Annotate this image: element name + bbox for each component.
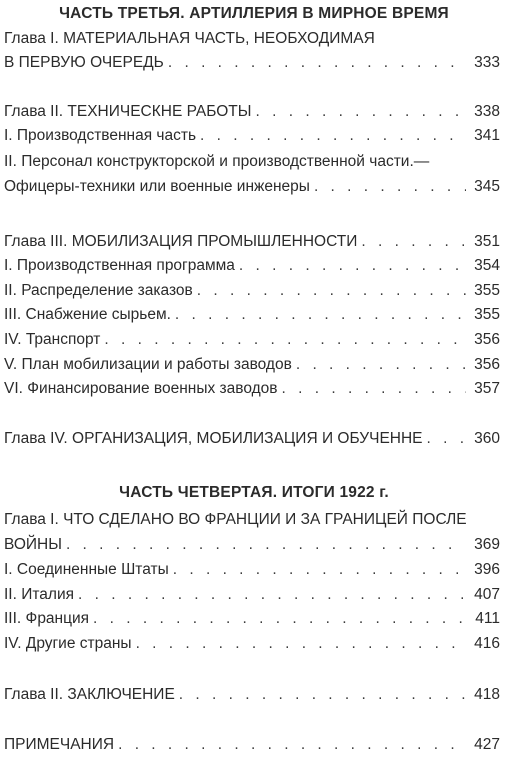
toc-entry (4, 279, 500, 303)
toc-entry (4, 100, 500, 124)
leader-dots (66, 533, 466, 557)
toc-page-number: 356 (474, 331, 500, 348)
leader-dots (173, 558, 466, 582)
leader-dots (239, 254, 466, 278)
toc-page-number: 345 (474, 178, 500, 195)
toc-entry-title: ВОЙНЫ (4, 536, 62, 553)
toc-entry (4, 353, 500, 377)
leader-dots (175, 303, 466, 327)
toc-entry-title: II. Распределение заказов (4, 282, 193, 299)
toc-entry-line1: Глава I. ЧТО СДЕЛАНО ВО ФРАНЦИИ И ЗА ГРАНИЦЕЙ ПОСЛЕ (4, 511, 467, 528)
toc-entry-title: Офицеры-техники или военные инженеры (4, 178, 310, 195)
toc-entry (4, 733, 500, 757)
toc-page-number: 369 (474, 536, 500, 553)
leader-dots (136, 632, 466, 656)
toc-page-number: 416 (474, 635, 500, 652)
leader-dots (93, 607, 466, 631)
leader-dots (256, 100, 467, 124)
toc-entry-title: Глава II. ТЕХНИЧЕСКНЕ РАБОТЫ (4, 103, 252, 120)
toc-page-number: 354 (474, 257, 500, 274)
toc-page-number: 355 (474, 306, 500, 323)
toc-entry-title: I. Соединенные Штаты (4, 561, 169, 578)
toc-entry (4, 230, 500, 254)
toc-entry-line1: Глава I. МАТЕРИАЛЬНАЯ ЧАСТЬ, НЕОБХОДИМАЯ (4, 30, 375, 47)
leader-dots (427, 427, 466, 451)
leader-dots (200, 124, 466, 148)
toc-page-number: 357 (474, 380, 500, 397)
toc-entry (4, 328, 500, 352)
part-four-title: ЧАСТЬ ЧЕТВЕРТАЯ. ИТОГИ 1922 г. (119, 484, 389, 501)
toc-entry-title: II. Италия (4, 586, 75, 603)
leader-dots (314, 175, 466, 199)
toc-entry-title: Глава II. ЗАКЛЮЧЕНИЕ (4, 686, 175, 703)
leader-dots (78, 583, 466, 607)
toc-entry (4, 558, 500, 582)
toc-page-number: 338 (474, 103, 500, 120)
leader-dots (179, 683, 466, 707)
toc-entry (4, 124, 500, 148)
toc-entry-title: I. Производственная программа (4, 257, 235, 274)
toc-page-number: 356 (474, 356, 500, 373)
toc-page-number: 411 (475, 610, 500, 627)
toc-page-number: 355 (474, 282, 500, 299)
toc-page-number: 396 (474, 561, 500, 578)
toc-entry (4, 427, 500, 451)
toc-entry-line1: II. Персонал конструкторской и производственной части.— (4, 153, 430, 170)
leader-dots (296, 353, 466, 377)
toc-entry (4, 175, 500, 199)
part-three-title: ЧАСТЬ ТРЕТЬЯ. АРТИЛЛЕРИЯ В МИРНОЕ ВРЕМЯ (59, 5, 449, 22)
toc-entry (4, 583, 500, 607)
leader-dots (197, 279, 466, 303)
toc-entry-title: IV. Другие страны (4, 635, 132, 652)
toc-entry-title: IV. Транспорт (4, 331, 101, 348)
toc-entry-title: III. Франция (4, 610, 90, 627)
leader-dots (104, 328, 466, 352)
toc-entry (4, 632, 500, 656)
toc-entry-title: V. План мобилизации и работы заводов (4, 356, 292, 373)
toc-entry-title: В ПЕРВУЮ ОЧЕРЕДЬ (4, 54, 164, 71)
leader-dots (282, 377, 467, 401)
toc-entry-title: ПРИМЕЧАНИЯ (4, 736, 115, 753)
toc-page-number: 418 (474, 686, 500, 703)
toc-page-number: 341 (474, 127, 500, 144)
toc-entry (4, 377, 500, 401)
toc-page-number: 333 (474, 54, 500, 71)
toc-page-number: 427 (474, 736, 500, 753)
toc-entry (4, 254, 500, 278)
toc-page-number: 351 (474, 233, 500, 250)
leader-dots (168, 51, 466, 75)
toc-entry (4, 607, 500, 631)
toc-entry (4, 303, 500, 327)
toc-entry-title: VI. Финансирование военных заводов (4, 380, 278, 397)
leader-dots (361, 230, 466, 254)
toc-entry (4, 683, 500, 707)
toc-page-number: 407 (474, 586, 500, 603)
toc-page-number: 360 (474, 430, 500, 447)
toc-entry (4, 533, 500, 557)
toc-entry-title: Глава III. МОБИЛИЗАЦИЯ ПРОМЫШЛЕННОСТИ (4, 233, 358, 250)
leader-dots (118, 733, 466, 757)
toc-entry-title: I. Производственная часть (4, 127, 197, 144)
toc-entry (4, 51, 500, 75)
toc-entry-title: III. Снабжение сырьем. (4, 306, 171, 323)
toc-entry-title: Глава IV. ОРГАНИЗАЦИЯ, МОБИЛИЗАЦИЯ И ОБУЧЕННЕ (4, 430, 423, 447)
